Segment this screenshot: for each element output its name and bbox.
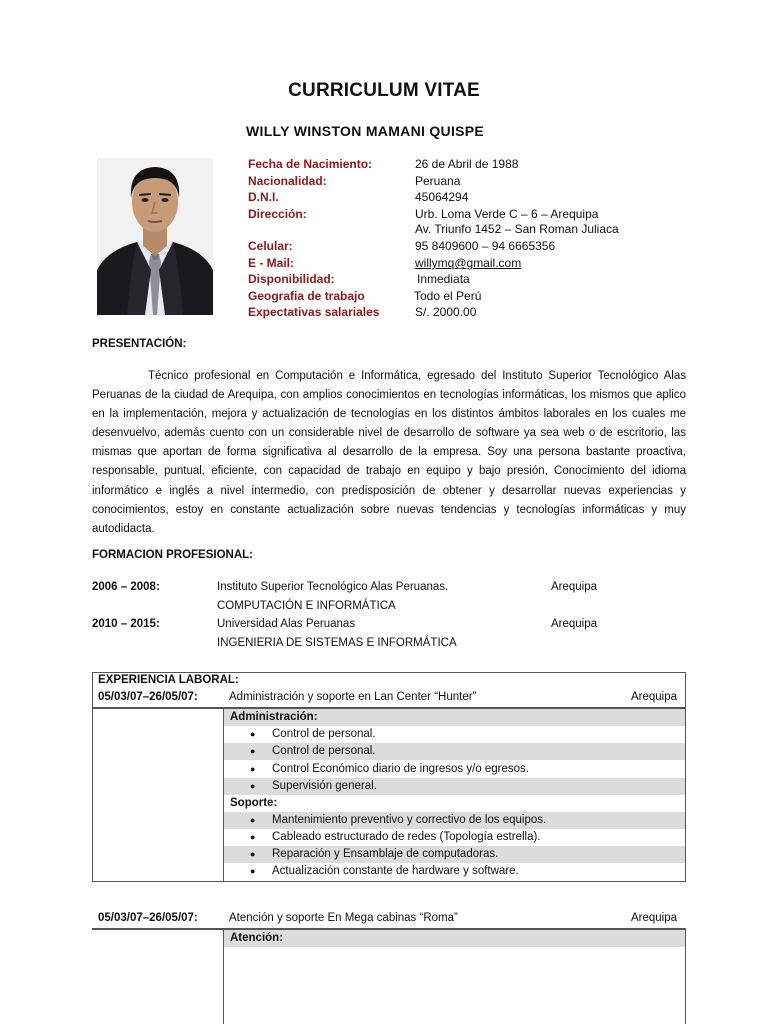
job-title: Atención y soporte En Mega cabinas “Roma” <box>229 912 458 924</box>
person-portrait-icon <box>97 158 213 315</box>
bullet-icon: ● <box>250 746 256 756</box>
value-phone: 95 8409600 – 94 6665356 <box>415 239 556 253</box>
education-career: INGENIERIA DE SISTEMAS E INFORMÁTICA <box>217 637 457 649</box>
list-item-text: Actualización constante de hardware y software. <box>272 865 519 877</box>
bullet-icon: ● <box>250 832 256 842</box>
job-period: 05/03/07–26/05/07: <box>98 691 198 703</box>
list-item <box>224 761 685 778</box>
label-birthdate: Fecha de Nacimiento: <box>248 157 373 171</box>
list-item-text: Mantenimiento preventivo y correctivo de los equipos. <box>272 814 547 826</box>
job-city: Arequipa <box>631 912 678 924</box>
bullet-icon: ● <box>250 729 256 739</box>
candidate-name: WILLY WINSTON MAMANI QUISPE <box>246 123 485 139</box>
value-salary: S/. 2000.00 <box>415 305 477 319</box>
value-nationality: Peruana <box>415 174 461 188</box>
list-item-text: Reparación y Ensamblaje de computadoras. <box>272 848 499 860</box>
list-item <box>224 863 685 880</box>
list-item <box>224 829 685 846</box>
list-item <box>224 812 685 829</box>
bullet-icon: ● <box>250 849 256 859</box>
list-item-text: Control de personal. <box>272 745 376 757</box>
label-phone: Celular: <box>248 239 293 253</box>
education-institution: Universidad Alas Peruanas <box>217 618 356 630</box>
bullet-icon: ● <box>250 781 256 791</box>
email-link[interactable]: willymq@gmail.com <box>415 256 522 270</box>
list-item-text: Supervisión general. <box>272 780 377 792</box>
profile-photo <box>97 158 213 315</box>
label-address: Dirección: <box>248 207 307 221</box>
education-city: Arequipa <box>551 618 598 630</box>
value-address-1: Urb. Loma Verde C – 6 – Arequipa <box>415 207 599 221</box>
label-dni: D.N.I. <box>248 190 279 204</box>
label-geography: Geografia de trabajo <box>248 289 365 303</box>
list-item <box>224 743 685 760</box>
education-period: 2006 – 2008: <box>92 581 160 593</box>
job-period: 05/03/07–26/05/07: <box>98 912 198 924</box>
section-heading-experience: EXPERIENCIA LABORAL: <box>98 674 239 686</box>
section-heading-presentation: PRESENTACIÓN: <box>92 338 187 350</box>
job-city: Arequipa <box>631 691 678 703</box>
education-career: COMPUTACIÓN E INFORMÁTICA <box>217 600 396 612</box>
label-salary: Expectativas salariales <box>248 305 380 319</box>
group-heading-row <box>224 930 685 947</box>
value-geography: Todo el Perú <box>414 289 482 303</box>
bullet-icon: ● <box>250 815 256 825</box>
section-heading-education: FORMACION PROFESIONAL: <box>92 549 253 561</box>
value-availability: Inmediata <box>417 272 470 286</box>
group-heading: Atención: <box>230 932 284 944</box>
list-item <box>224 846 685 863</box>
value-address-2: Av. Triunfo 1452 – San Roman Juliaca <box>415 222 619 236</box>
label-availability: Disponibilidad: <box>248 272 335 286</box>
label-email: E - Mail: <box>248 256 295 270</box>
bullet-icon: ● <box>250 764 256 774</box>
list-item <box>224 726 685 743</box>
list-item-text: Cableado estructurado de redes (Topología estrella). <box>272 831 541 843</box>
group-heading: Administración: <box>230 711 318 723</box>
presentation-text: Técnico profesional en Computación e Informática, egresado del Instituto Superior Tecnológico Alas Peruanas de la ciudad de Arequipa, con amplios conocimientos en tecnologías informáticas, los mismos que aplico en la implementación, mejora y actualización de tecnologías en los distintos ámbitos laborales en los cuales me desenvuelvo, además cuento con un considerable nivel de desarrollo de software ya sea web o de escritorio, las mismas que aportan de forma significativa al desarrollo de la empresa. Soy una persona bastante proactiva, responsable, puntual, eficiente, con capacidad de trabajo en equipo y bajo presión, Conocimiento del idioma informático e inglés a nivel intermedio, con predisposición de obtener y desarrollar nuevas experiencias y conocimientos, estoy en constante actualización sobre nuevas tendencias y tecnologías informáticas y muy autodidacta. <box>92 370 686 535</box>
value-dni: 45064294 <box>415 190 469 204</box>
value-birthdate: 26 de Abril de 1988 <box>415 157 519 171</box>
education-institution: Instituto Superior Tecnológico Alas Peruanas. <box>217 581 449 593</box>
job-title: Administración y soporte en Lan Center “Hunter” <box>229 691 477 703</box>
document-title: CURRICULUM VITAE <box>288 80 480 101</box>
education-period: 2010 – 2015: <box>92 618 160 630</box>
education-city: Arequipa <box>551 581 598 593</box>
list-item <box>224 778 685 795</box>
group-heading-row <box>224 709 685 726</box>
group-heading: Soporte: <box>230 797 278 809</box>
label-nationality: Nacionalidad: <box>248 174 327 188</box>
bullet-icon: ● <box>250 866 256 876</box>
presentation-paragraph <box>92 367 686 539</box>
group-heading-row <box>224 795 685 812</box>
list-item-text: Control de personal. <box>272 728 376 740</box>
list-item-text: Control Económico diario de ingresos y/o egresos. <box>272 763 529 775</box>
